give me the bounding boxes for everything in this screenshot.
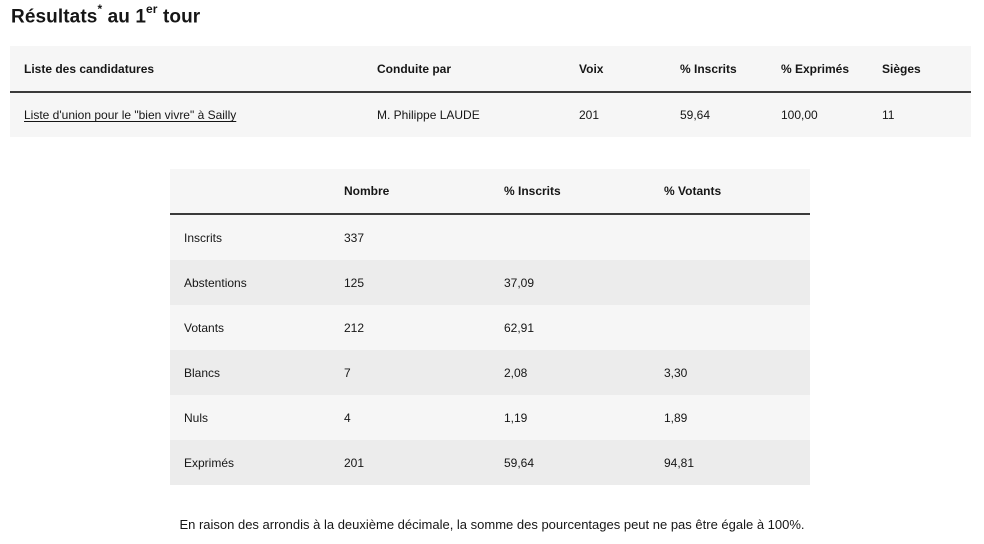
row-pct-inscrits: 62,91 [504, 320, 535, 335]
row-pct-votants: 3,30 [664, 365, 688, 380]
cell-inscrits: 59,64 [680, 108, 711, 122]
cell-liste [24, 93, 236, 137]
table-row [170, 350, 810, 395]
header-liste: Liste des candidatures [24, 61, 155, 76]
table-row [170, 395, 810, 440]
row-label: Abstentions [184, 275, 247, 290]
header-pct-inscrits: % Inscrits [504, 184, 561, 198]
row-label: Inscrits [184, 230, 223, 245]
header-exprimes: % Exprimés [781, 61, 850, 76]
table-row [170, 215, 810, 260]
header-sieges: Sièges [882, 61, 921, 76]
row-pct-inscrits: 2,08 [504, 365, 528, 380]
cell-voix: 201 [579, 108, 600, 122]
title-superscript: er [146, 2, 158, 16]
row-label: Votants [184, 320, 225, 335]
candidate-list-link[interactable]: Liste d'union pour le "bien vivre" à Sailly [24, 108, 237, 122]
results-table [170, 169, 810, 485]
rounding-footnote: En raison des arrondis à la deuxième décimale, la somme des pourcentages peut ne pas être égale à 100%. [179, 517, 805, 532]
table-row [10, 93, 971, 137]
page-title [11, 4, 200, 28]
header-inscrits: % Inscrits [680, 61, 737, 76]
row-nombre: 4 [344, 410, 351, 425]
header-nombre: Nombre [344, 184, 390, 198]
row-label: Blancs [184, 365, 221, 380]
cell-sieges: 11 [882, 108, 895, 122]
title-main: Résultats [11, 6, 98, 28]
row-pct-votants: 1,89 [664, 410, 688, 425]
title-asterisk: * [97, 2, 103, 16]
header-voix: Voix [579, 61, 604, 76]
header-conduite: Conduite par [377, 61, 451, 76]
row-pct-inscrits: 59,64 [504, 455, 535, 470]
table-row [170, 260, 810, 305]
row-pct-inscrits: 1,19 [504, 410, 528, 425]
row-nombre: 212 [344, 320, 365, 335]
row-pct-votants: 94,81 [664, 455, 695, 470]
row-label: Nuls [184, 410, 209, 425]
header-pct-votants: % Votants [664, 184, 722, 198]
row-nombre: 201 [344, 455, 365, 470]
title-end: tour [157, 6, 201, 28]
row-pct-inscrits: 37,09 [504, 275, 535, 290]
table-row [170, 440, 810, 485]
candidates-header-row [10, 46, 971, 93]
table-row [170, 305, 810, 350]
cell-exprimes: 100,00 [781, 108, 818, 122]
row-nombre: 337 [344, 230, 365, 245]
results-header-row [170, 169, 810, 215]
title-mid: au 1 [102, 6, 147, 28]
row-nombre: 125 [344, 275, 365, 290]
row-nombre: 7 [344, 365, 351, 380]
cell-conduite: M. Philippe LAUDE [377, 108, 480, 122]
candidates-table [10, 46, 971, 137]
row-label: Exprimés [184, 455, 235, 470]
